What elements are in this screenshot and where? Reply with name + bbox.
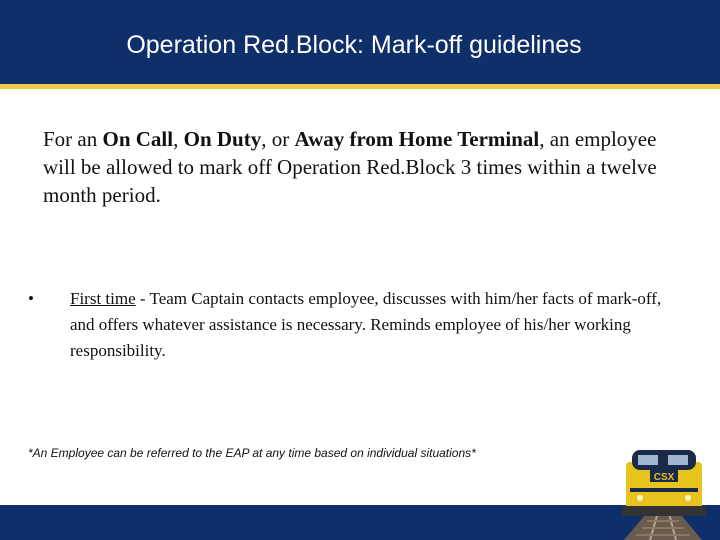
- footnote: *An Employee can be referred to the EAP at any time based on individual situations*: [28, 446, 476, 460]
- csx-logo: CSX: [653, 472, 675, 483]
- locomotive-pilot: [622, 506, 706, 516]
- intro-paragraph: [43, 125, 683, 209]
- intro-bold-on-call: On Call: [102, 127, 174, 151]
- bullet-text: [70, 286, 688, 364]
- bullet-item-first-time: [28, 286, 688, 364]
- cab-window-right: [668, 455, 688, 465]
- bullet-marker: •: [28, 289, 34, 308]
- intro-bold-away: Away from Home Terminal: [294, 127, 540, 151]
- intro-bold-on-duty: On Duty: [183, 127, 262, 151]
- bullet-body: - Team Captain contacts employee, discusses with him/her facts of mark-off, and offers whatever assistance is necessary. Reminds employee of his/her working responsibility.: [70, 289, 662, 360]
- headlight-left: [637, 495, 643, 501]
- slide-title: Operation Red.Block: Mark-off guidelines: [126, 31, 582, 59]
- intro-text-1: For an: [43, 127, 103, 151]
- intro-text-2: ,: [173, 127, 184, 151]
- cab-window-left: [638, 455, 658, 465]
- bullet-heading: First time: [70, 289, 136, 308]
- headlight-right: [685, 495, 691, 501]
- body-stripe: [630, 488, 698, 492]
- intro-text-3: , or: [261, 127, 295, 151]
- intro-text-4: , an employee will be allowed to mark off Operation Red.Block 3 times within a twelve month period.: [43, 127, 657, 207]
- locomotive-image: [606, 440, 720, 540]
- header-divider: [0, 84, 720, 89]
